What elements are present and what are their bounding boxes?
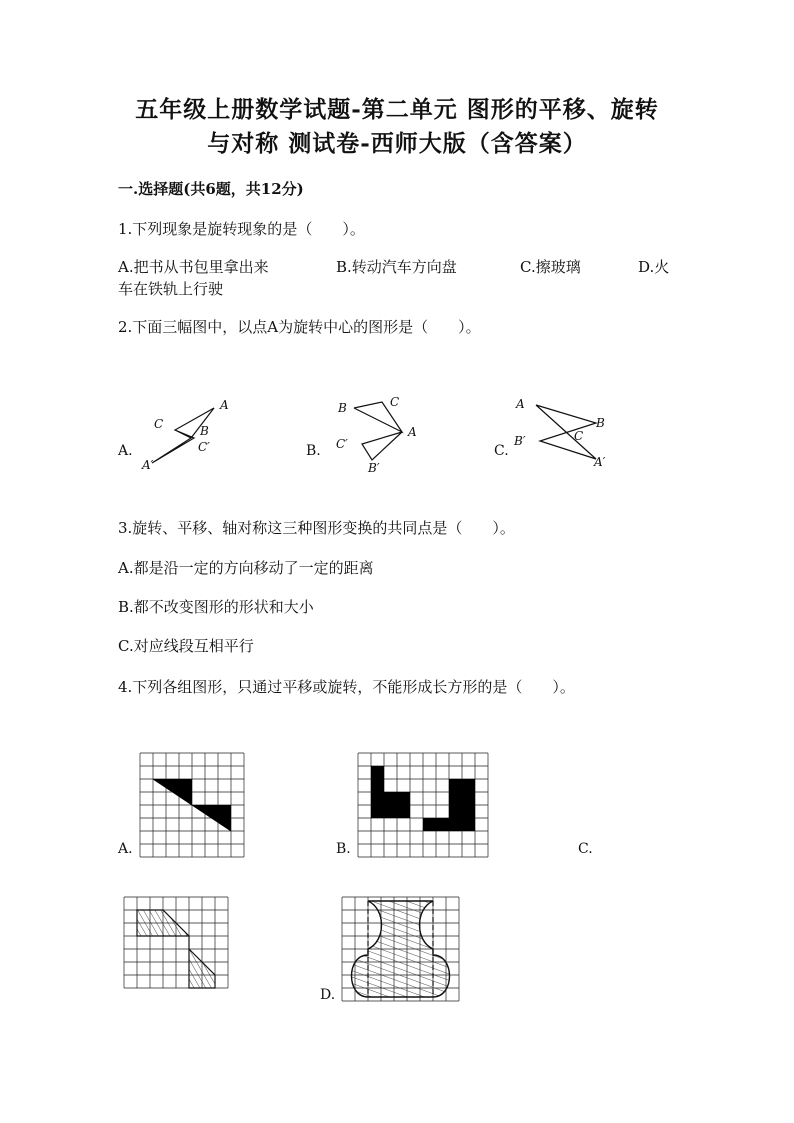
question-3-stem: 3.旋转、平移、轴对称这三种图形变换的共同点是（ ）。 — [118, 519, 515, 537]
question-3-option-a: A.都是沿一定的方向移动了一定的距离 — [118, 559, 374, 577]
question-2-figure-b — [330, 392, 440, 477]
question-1-option-c: C.擦玻璃 — [520, 258, 581, 276]
question-4-stem: 4.下列各组图形，只通过平移或旋转，不能形成长方形的是（ ）。 — [118, 678, 575, 696]
fig-b-point-b-prime: B′ — [368, 461, 380, 475]
shaded-l-shape-left — [371, 766, 410, 818]
question-1-option-d: D.火 — [638, 258, 670, 276]
question-4-label-b: B. — [336, 841, 351, 857]
fig-b-point-a: A — [408, 425, 417, 439]
question-4-grid-c — [124, 897, 236, 1000]
fig-a-point-c-prime: C′ — [198, 440, 210, 454]
question-4-grid-d — [342, 897, 462, 1014]
fig-c-point-c: C — [574, 429, 584, 443]
question-1-option-b: B.转动汽车方向盘 — [336, 258, 457, 276]
question-2-figure-a — [138, 395, 248, 475]
fig-a-point-c: C — [154, 417, 164, 431]
fig-a-point-a: A — [220, 398, 229, 412]
question-1-stem: 1.下列现象是旋转现象的是（ ）。 — [118, 220, 365, 238]
question-2-label-b: B. — [306, 443, 321, 459]
fig-a-point-b: B — [200, 424, 209, 438]
question-4-label-d: D. — [320, 987, 336, 1003]
question-4-grid-b — [358, 753, 490, 870]
page-title-line-1: 五年级上册数学试题-第二单元 图形的平移、旋转 — [135, 96, 659, 123]
section-heading: 一.选择题(共6题，共12分) — [118, 180, 304, 198]
fig-b-point-c: C — [390, 395, 400, 409]
question-4-label-a: A. — [118, 841, 133, 857]
question-3-option-b: B.都不改变图形的形状和大小 — [118, 598, 314, 616]
fig-c-point-a-prime: A′ — [594, 455, 606, 469]
fig-a-point-a-prime: A′ — [142, 458, 154, 472]
question-1-option-d-continued: 车在铁轨上行驶 — [118, 280, 224, 298]
question-1-option-a: A.把书从书包里拿出来 — [118, 258, 269, 276]
question-4-grid-a — [140, 753, 256, 870]
fig-b-point-b: B — [338, 401, 347, 415]
question-2-label-c: C. — [494, 443, 509, 459]
fig-c-point-b-prime: B′ — [514, 434, 526, 448]
question-2-figure-c — [512, 392, 627, 477]
fig-c-point-a: A — [516, 397, 525, 411]
fig-b-point-c-prime: C′ — [336, 437, 348, 451]
question-2-stem: 2.下面三幅图中，以点A为旋转中心的图形是（ ）。 — [118, 318, 481, 336]
question-2-label-a: A. — [118, 443, 133, 459]
question-3-option-c: C.对应线段互相平行 — [118, 637, 254, 655]
page-title-line-2: 与对称 测试卷-西师大版（含答案） — [207, 130, 587, 157]
question-4-label-c: C. — [578, 841, 593, 857]
fig-c-point-b: B — [596, 416, 605, 430]
